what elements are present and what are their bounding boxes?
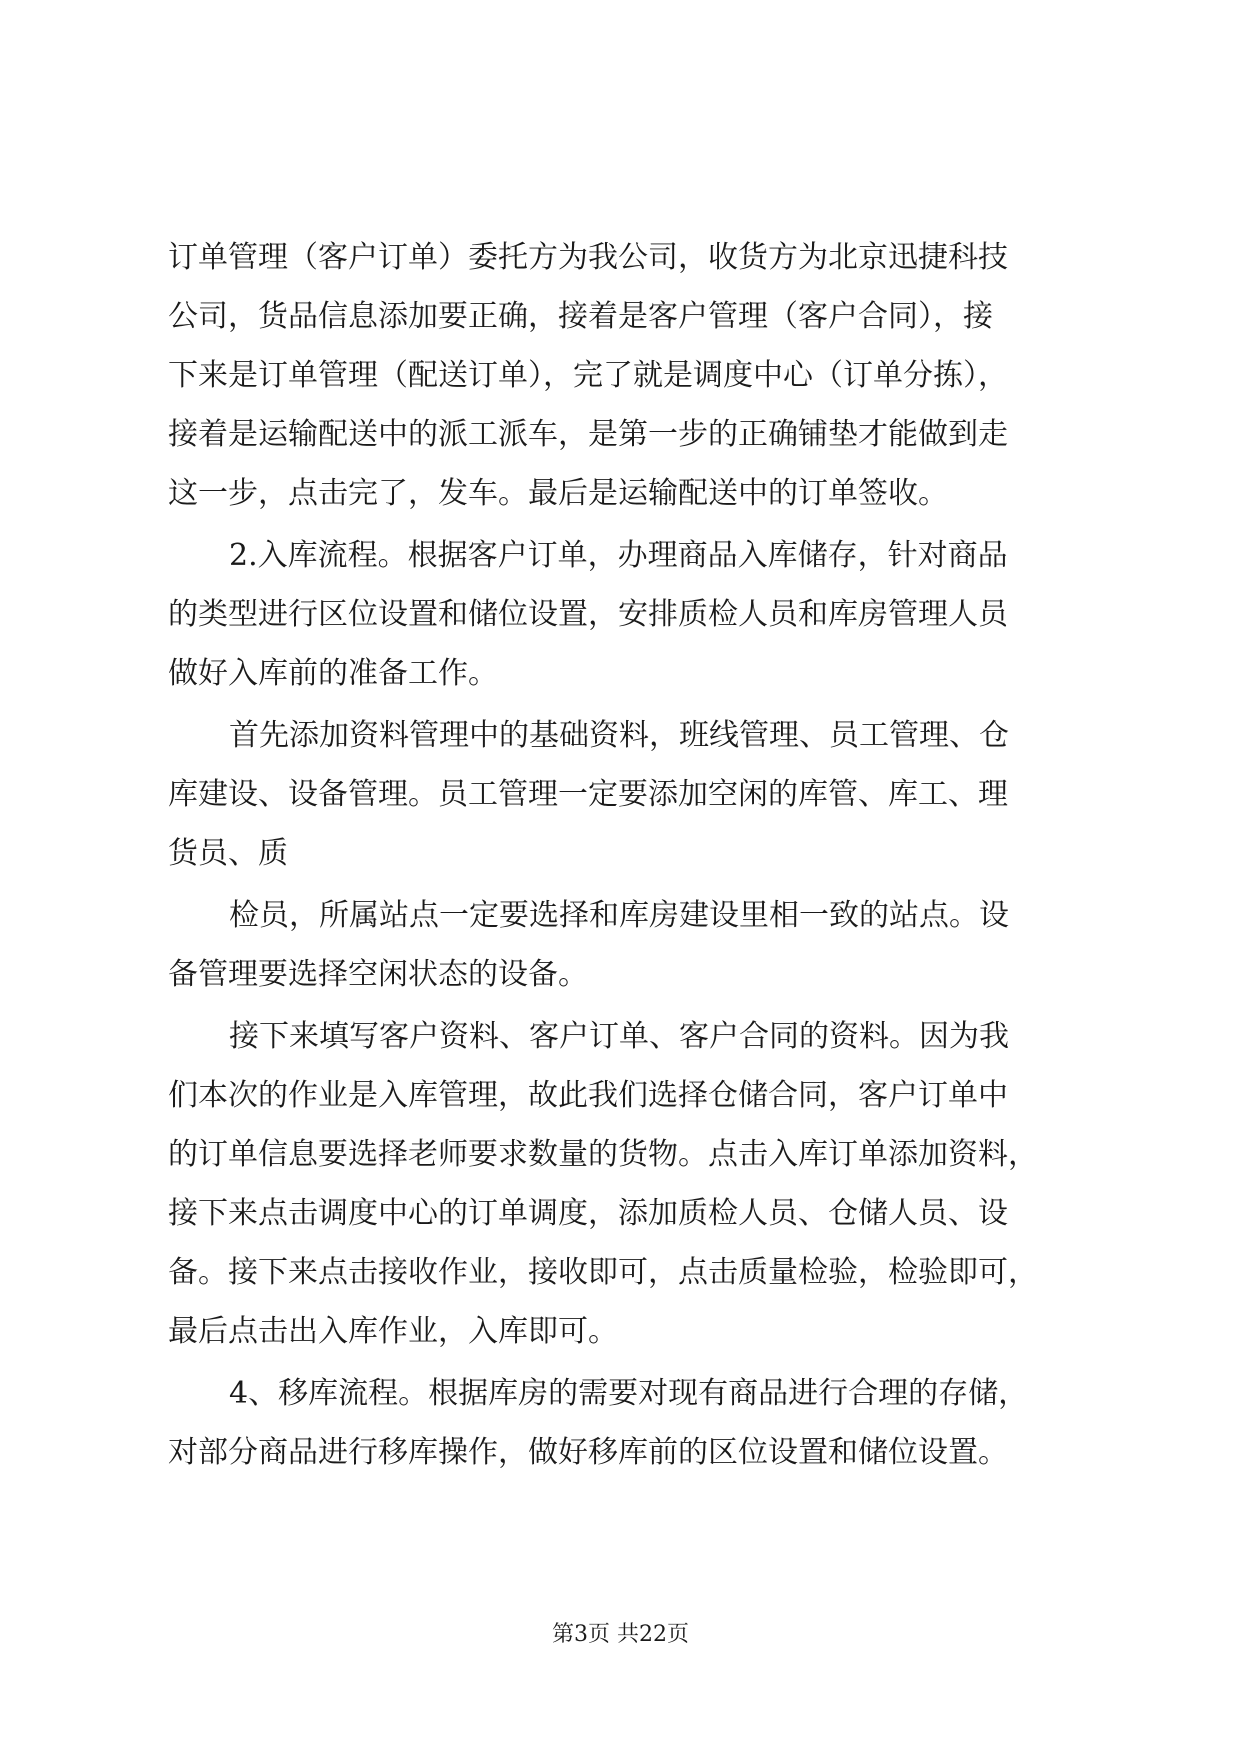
paragraph-5-line-3: 的订单信息要选择老师要求数量的货物。点击入库订单添加资料，: [168, 1137, 1038, 1172]
paragraph-2-line-3: 做好入库前的准备工作。: [168, 656, 498, 691]
paragraph-3-line-1: 首先添加资料管理中的基础资料，班线管理、员工管理、仓: [229, 718, 1009, 753]
paragraph-3-line-3: 货员、质: [168, 836, 288, 871]
paragraph-3-line-2: 库建设、设备管理。员工管理一定要添加空闲的库管、库工、理: [168, 777, 1008, 812]
paragraph-5-line-2: 们本次的作业是入库管理，故此我们选择仓储合同，客户订单中: [168, 1078, 1008, 1113]
paragraph-6-line-1: 4、移库流程。根据库房的需要对现有商品进行合理的存储，: [229, 1376, 1029, 1411]
paragraph-5-line-1: 接下来填写客户资料、客户订单、客户合同的资料。因为我: [229, 1019, 1009, 1054]
paragraph-4-line-1: 检员，所属站点一定要选择和库房建设里相一致的站点。设: [229, 898, 1009, 933]
paragraph-2-line-2: 的类型进行区位设置和储位设置，安排质检人员和库房管理人员: [168, 597, 1008, 632]
paragraph-4-line-2: 备管理要选择空闲状态的设备。: [168, 957, 588, 992]
paragraph-5-line-6: 最后点击出入库作业，入库即可。: [168, 1314, 618, 1349]
page-number-footer: 第3页 共22页: [552, 1622, 689, 1647]
paragraph-5-line-4: 接下来点击调度中心的订单调度，添加质检人员、仓储人员、设: [168, 1196, 1008, 1231]
paragraph-6-line-2: 对部分商品进行移库操作，做好移库前的区位设置和储位设置。: [168, 1435, 1008, 1470]
paragraph-2-line-1: 2.入库流程。根据客户订单，办理商品入库储存，针对商品: [229, 538, 1008, 573]
paragraph-1-line-1: 订单管理（客户订单）委托方为我公司，收货方为北京迅捷科技: [168, 240, 1008, 275]
paragraph-1-line-5: 这一步，点击完了，发车。最后是运输配送中的订单签收。: [168, 476, 948, 511]
paragraph-1-line-2: 公司，货品信息添加要正确，接着是客户管理（客户合同），接: [168, 299, 993, 334]
paragraph-1-line-4: 接着是运输配送中的派工派车，是第一步的正确铺垫才能做到走: [168, 417, 1008, 452]
paragraph-1-line-3: 下来是订单管理（配送订单），完了就是调度中心（订单分拣），: [168, 358, 1008, 393]
paragraph-5-line-5: 备。接下来点击接收作业，接收即可，点击质量检验，检验即可，: [168, 1255, 1038, 1290]
